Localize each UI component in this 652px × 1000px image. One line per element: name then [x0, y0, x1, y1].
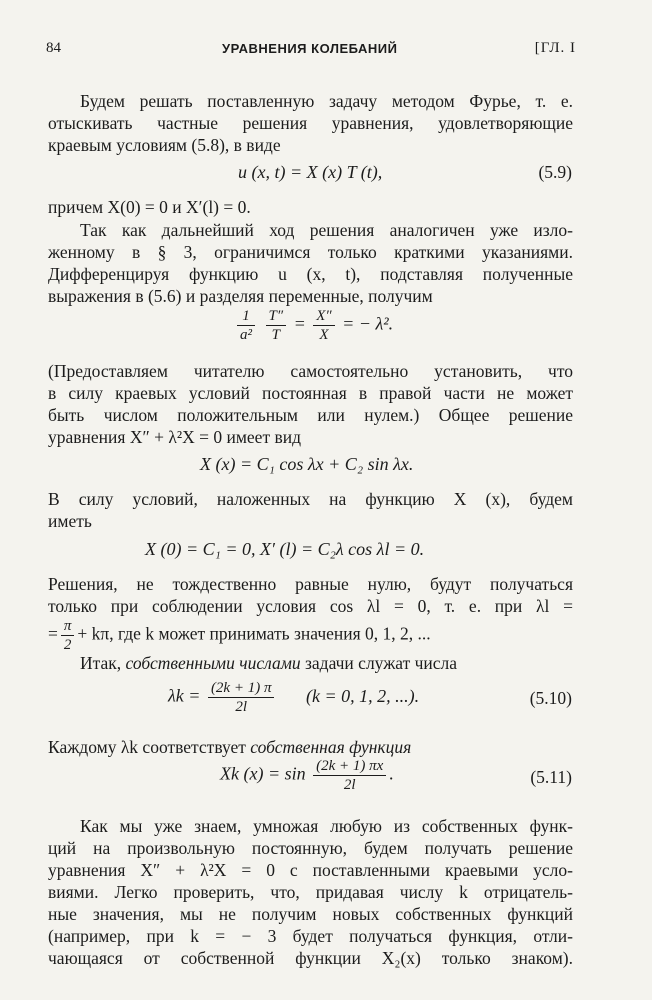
equation-5-10	[168, 679, 419, 716]
equals-sign: =	[293, 313, 306, 334]
page-number: 84	[46, 40, 61, 56]
text-line: Решения, не тождественно равные нулю, будут получаться	[48, 574, 573, 594]
text-line	[48, 617, 573, 654]
text-line: (например, при k = − 3 будет получаться функция, отли-	[48, 926, 573, 946]
equation-number: (5.11)	[530, 767, 572, 787]
text-line: уравнения X″ + λ²X = 0 имеет вид	[48, 427, 302, 447]
fraction-numerator: (2k + 1) π	[208, 679, 275, 698]
text-line	[48, 736, 573, 758]
fraction-denominator: X	[319, 327, 329, 343]
fraction	[237, 307, 255, 344]
equation-number: (5.9)	[538, 162, 572, 182]
fraction-denominator: T	[271, 327, 280, 343]
fraction-numerator: π	[61, 617, 75, 636]
separation-equation	[234, 307, 393, 344]
chapter-label: [ГЛ. I	[534, 40, 576, 56]
fraction-numerator: 1	[237, 307, 255, 326]
text-line: отыскивать частные решения уравнения, удовлетворяющие	[48, 113, 573, 133]
fraction-numerator: T″	[266, 307, 287, 326]
running-title: УРАВНЕНИЯ КОЛЕБАНИЙ	[222, 41, 398, 56]
line-text: задачи служат числа	[300, 653, 458, 673]
equation-5-9: u (x, t) = X (x) T (t),	[238, 162, 383, 182]
line-text: Итак,	[80, 653, 126, 673]
text-line: Будем решать поставленную задачу методом Фурье, т. е.	[80, 91, 573, 111]
text-line: выражения в (5.6) и разделяя переменные, получим	[48, 286, 433, 306]
equation-rhs: = − λ².	[342, 313, 394, 334]
fraction	[208, 679, 275, 716]
text-line: чающаяся от собственной функции X₂(x) только знаком).	[48, 948, 573, 968]
page-header	[46, 40, 576, 62]
text-line: ций на произвольную постоянную, будем получать решение	[48, 838, 573, 858]
equals-sign: =	[48, 623, 58, 644]
text-line: (Предоставляем читателю самостоятельно установить, что	[48, 361, 573, 381]
fraction-denominator: a²	[240, 327, 252, 343]
text-line	[80, 652, 573, 674]
fraction-numerator: X″	[313, 307, 334, 326]
text-line: иметь	[48, 511, 92, 531]
text-line: быть числом положительным или нулем.) Общее решение	[48, 405, 573, 425]
fraction	[313, 307, 334, 344]
fraction-denominator: 2	[63, 637, 72, 653]
fraction	[313, 757, 386, 794]
text-line: уравнения X″ + λ²X = 0 с поставленными краевыми усло-	[48, 860, 573, 880]
equation-lhs: Xk (x) = sin	[220, 763, 306, 784]
emphasis-term: собственная функция	[250, 737, 412, 757]
equation-5-11	[220, 757, 394, 794]
emphasis-term: собственными числами	[125, 653, 301, 673]
fraction	[266, 307, 287, 344]
text-line: виями. Легко проверить, что, придавая числу k отрицатель-	[48, 882, 573, 902]
equation-number: (5.10)	[529, 688, 572, 708]
boundary-conditions-equation: X (0) = C₁ = 0, X′ (l) = C₂λ cos λl = 0.	[145, 539, 425, 559]
text-line: краевым условиям (5.8), в виде	[48, 135, 281, 155]
fraction-denominator: 2l	[235, 699, 248, 715]
text-line: в силу краевых условий постоянная в правой части не может	[48, 383, 573, 403]
general-solution-equation: X (x) = C₁ cos λx + C₂ sin λx.	[200, 454, 414, 474]
text-line: ные значения, мы не получим новых собственных функций	[48, 904, 573, 924]
equation-period: .	[389, 763, 394, 784]
equation-condition: (k = 0, 1, 2, ...).	[305, 685, 420, 706]
text-line: Так как дальнейший ход решения аналогичен уже изло-	[80, 220, 573, 240]
text-line: Дифференцируя функцию u (x, t), подставляя полученные	[48, 264, 573, 284]
text-line: В силу условий, наложенных на функцию X (x), будем	[48, 489, 573, 509]
text-line: только при соблюдении условия cos λl = 0, т. е. при λl =	[48, 596, 573, 616]
text-line: женному в § 3, ограничимся только краткими указаниями.	[48, 242, 573, 262]
equation-lhs: λk =	[168, 685, 201, 706]
fraction-numerator: (2k + 1) πx	[313, 757, 386, 776]
line-text: + kπ, где k может принимать значения 0, 1, 2, ...	[77, 623, 431, 644]
text-line: Как мы уже знаем, умножая любую из собственных функ-	[80, 816, 573, 836]
fraction-denominator: 2l	[343, 777, 356, 793]
line-text: Каждому λk соответствует	[48, 737, 251, 757]
fraction	[61, 617, 75, 654]
text-line: причем X(0) = 0 и X′(l) = 0.	[48, 197, 251, 217]
